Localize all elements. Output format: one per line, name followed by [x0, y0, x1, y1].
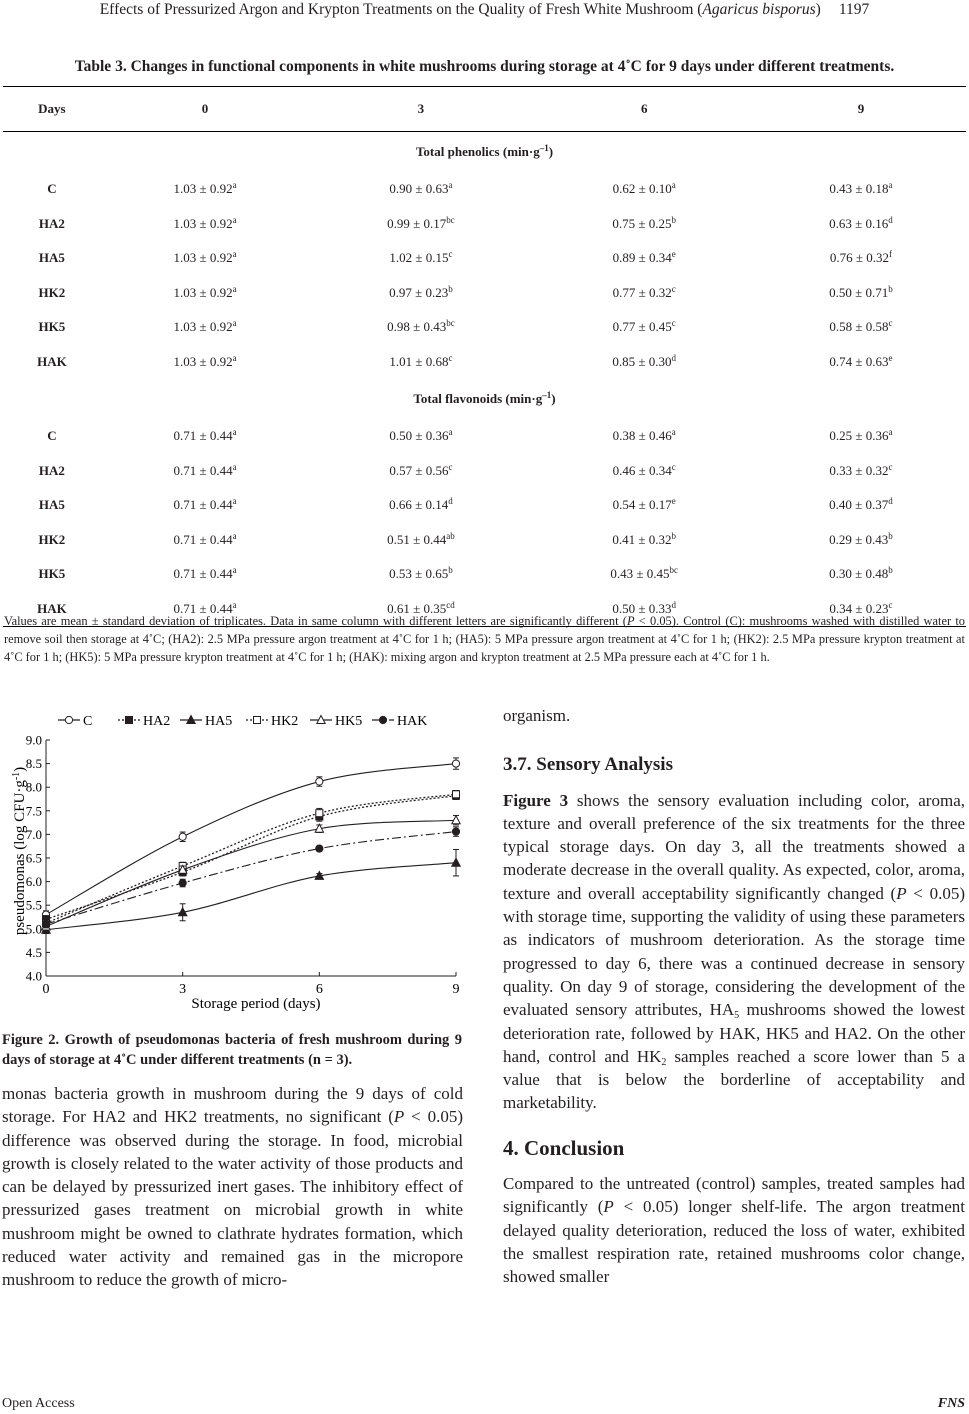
table-cell: 0.71 ± 0.44$^a$	[173, 565, 237, 582]
table-cell: 0.97 ± 0.23$^b$	[389, 283, 453, 300]
table-cell: 1.03 ± 0.92$^a$	[173, 352, 237, 369]
table-cell: 0.33 ± 0.32$^c$	[829, 461, 893, 478]
series-line	[46, 764, 456, 915]
x-tick-label: 3	[179, 982, 187, 997]
running-title: Effects of Pressurized Argon and Krypton Treatments on the Quality of Fresh White Mushroom (Agaricus bisporus)	[99, 1, 821, 18]
column-header: Days	[3, 87, 101, 132]
table-cell: 0.50 ± 0.33$^d$	[533, 592, 756, 627]
series-line	[46, 796, 456, 920]
results-table	[3, 86, 966, 627]
legend-marker	[379, 716, 386, 723]
series-hk5	[42, 816, 460, 931]
data-point	[452, 858, 460, 866]
x-tick-label: 6	[315, 982, 323, 997]
table-cell: 0.58 ± 0.58$^c$	[829, 318, 893, 335]
series-hak	[42, 827, 459, 928]
legend-label: HA2	[143, 714, 171, 729]
table-row	[3, 310, 966, 345]
table-cell: 0.71 ± 0.44$^a$	[173, 427, 237, 444]
column-header: 3	[309, 87, 532, 132]
data-point	[179, 879, 186, 886]
left-column-text	[2, 1082, 463, 1292]
table-cell: 0.66 ± 0.14$^d$	[389, 496, 453, 513]
y-tick-label: 9.0	[25, 732, 42, 748]
body-paragraph: monas bacteria growth in mushroom during the 9 days of cold storage. For HA2 and HK2 treatments, no significant (P < 0.05) difference was observed during the storage. In food, microbial growth is closely related to the water activity of those products and can be delayed by pressurized inert gases. The inhibitory effect of pressurized gases treatment on microbial growth in white mushroom might be owned to clathrate hydrates formation, which reduced water activity and remained gas in the micropore mushroom to reduce the growth of micro-	[2, 1084, 463, 1290]
y-tick-label: 4.0	[25, 968, 42, 984]
table-cell: 1.03 ± 0.92$^a$	[173, 214, 237, 231]
table-row	[3, 345, 966, 380]
row-label: HA2	[38, 215, 65, 231]
table-row	[3, 276, 966, 311]
table-cell: 0.77 ± 0.45$^c$	[612, 318, 676, 335]
table-cell: 0.90 ± 0.63$^a$	[389, 180, 453, 197]
legend-label: HAK	[397, 714, 428, 729]
table-cell: 0.51 ± 0.44$^{ab}$	[387, 530, 455, 547]
x-axis-label: Storage period (days)	[191, 996, 321, 1012]
data-point	[179, 833, 186, 840]
row-label: C	[47, 181, 57, 197]
y-axis-label: pseudomonas (log $CFU\cdot g^{-1}$)	[10, 766, 28, 936]
table-cell: 0.54 ± 0.17$^e$	[612, 496, 676, 513]
series-line	[46, 820, 456, 926]
section-title: Total flavonoids $(\min\cdot g^{-1})$	[413, 390, 556, 406]
data-point	[316, 810, 323, 817]
chart-legend	[58, 714, 427, 729]
column-header: 9	[756, 87, 966, 132]
table-cell: 0.50 ± 0.71$^b$	[829, 283, 893, 300]
body-paragraph: Compared to the untreated (control) samples, treated samples had significantly (P < 0.05) longer shelf-life. The argon treatment delayed quality deterioration, reduced the loss of water, exhibited the smallest respiration rate, retained mushrooms color change, showed smaller	[503, 1174, 965, 1287]
x-tick-label: 0	[42, 982, 50, 997]
table-row	[3, 557, 966, 592]
table-row	[3, 419, 966, 454]
page-number: 1197	[838, 1, 870, 18]
row-label: HK5	[38, 566, 66, 582]
table-cell: 0.43 ± 0.18$^a$	[829, 180, 893, 197]
figure-caption: Figure 2. Growth of pseudomonas bacteria of fresh mushroom during 9 days of storage at 4˚C under different treatments (n = 3).	[2, 1032, 462, 1068]
table-cell: 0.34 ± 0.23$^c$	[756, 592, 966, 627]
table-row	[3, 523, 966, 558]
table-cell: 0.46 ± 0.34$^c$	[612, 461, 676, 478]
table-cell: 1.01 ± 0.68$^c$	[389, 352, 453, 369]
legend-label: HK5	[335, 714, 363, 729]
table-cell: 0.89 ± 0.34$^e$	[612, 249, 676, 266]
table-cell: 0.61 ± 0.35$^{cd}$	[309, 592, 532, 627]
table-cell: 0.71 ± 0.44$^a$	[173, 461, 237, 478]
chart-axes	[26, 733, 460, 998]
table-cell: 0.43 ± 0.45$^{bc}$	[610, 565, 679, 582]
table-cell: 0.76 ± 0.32$^f$	[829, 249, 892, 266]
footer-journal: FNS	[937, 1396, 965, 1411]
row-label: HAK	[37, 353, 67, 369]
table-cell: 0.40 ± 0.37$^d$	[829, 496, 893, 513]
data-point	[42, 920, 49, 927]
row-label: HAK	[3, 592, 101, 627]
legend-entry-c	[58, 714, 92, 729]
table-caption: Table 3. Changes in functional components in white mushrooms during storage at 4˚C for 9 days under different treatments.	[74, 58, 895, 75]
table-row	[3, 172, 966, 207]
table-cell: 0.98 ± 0.43$^{bc}$	[387, 318, 455, 335]
table-row	[3, 454, 966, 489]
table-cell: 0.25 ± 0.36$^a$	[829, 427, 893, 444]
row-label: HA5	[38, 250, 65, 266]
table-cell: 0.71 ± 0.44$^a$	[101, 592, 309, 627]
table-row	[3, 488, 966, 523]
y-tick-label: 8.0	[25, 779, 42, 795]
series-hk2	[43, 791, 460, 927]
table-row	[3, 241, 966, 276]
row-label: HK2	[38, 284, 66, 300]
series-line	[46, 794, 456, 923]
table-cell: 0.75 ± 0.25$^b$	[612, 214, 677, 231]
table-row	[3, 207, 966, 242]
table-footnote: Values are mean ± standard deviation of triplicates. Data in same column with different letters are significantly different (P < 0.05). Control (C): mushrooms washed with distilled water to remove soil then storage at 4˚C; (HA2): 2.5 MPa pressure argon treatment at 4˚C for 1 h; (HA5): 5 MPa pressure argon treatment at 4˚C for 1 h; (HK2): 2.5 MPa pressure krypton treatment at 4˚C for 1 h; (HK5): 5 MPa pressure krypton treatment at 4˚C for 1 h; (HAK): mixing argon and krypton treatment at 2.5 MPa pressure each at 4˚C for 1 h.	[4, 614, 965, 664]
running-header	[0, 0, 969, 20]
series-ha2	[43, 792, 460, 923]
legend-entry-hk2	[246, 714, 298, 729]
series-line	[46, 863, 456, 930]
table-cell: 0.53 ± 0.65$^b$	[389, 565, 453, 582]
data-point	[316, 778, 323, 785]
data-point	[452, 816, 460, 824]
data-point	[452, 760, 459, 767]
table-header-row	[3, 87, 966, 132]
table-section-row	[3, 379, 966, 419]
legend-marker	[254, 717, 261, 724]
row-label: C	[47, 428, 57, 444]
section-title: Total phenolics $(\min\cdot g^{-1})$	[415, 143, 554, 159]
legend-entry-ha2	[118, 714, 170, 729]
table-cell: 1.03 ± 0.92$^a$	[173, 249, 237, 266]
table-cell: 0.74 ± 0.63$^e$	[829, 352, 893, 369]
y-tick-label: 6.0	[25, 874, 42, 890]
table-cell: 1.02 ± 0.15$^c$	[389, 249, 453, 266]
y-tick-label: 7.5	[25, 803, 42, 819]
table-cell: 1.03 ± 0.92$^a$	[173, 283, 237, 300]
body-paragraph: Figure 3 shows the sensory evaluation including color, aroma, texture and overall preference of the six treatments for the three typical storage days. On day 3, all the treatments showed a moderate decrease in the overall quality. As expected, color, aroma, texture and overall acceptability significantly changed (P < 0.05) with storage time, supporting the validity of using these parameters as indicators of mushroom deterioration. As the storage time progressed to day 6, there was a continued decrease in sensory quality. On day 9 of storage, considering the development of the evaluated sensory attributes, $HA_5$ mushrooms showed the lowest deterioration rate, followed by HAK, HK5 and HA2. On the other hand, control and $HK_2$ samples reached a score lower than 5 a value that is below the borderline of acceptability and marketability.	[503, 790, 965, 1113]
table-cell: 0.71 ± 0.44$^a$	[173, 496, 237, 513]
legend-entry-ha5	[180, 714, 232, 729]
legend-label: HA5	[205, 714, 233, 729]
table-cell: 0.41 ± 0.32$^b$	[612, 530, 677, 547]
y-tick-label: 8.5	[25, 756, 42, 772]
legend-marker	[65, 716, 72, 723]
table-cell: 0.38 ± 0.46$^a$	[612, 427, 676, 444]
pseudomonas-growth-chart	[0, 708, 466, 1018]
y-tick-label: 5.0	[25, 921, 42, 937]
legend-marker	[126, 717, 133, 724]
series-ha5	[42, 850, 460, 934]
column-header: 6	[533, 87, 756, 132]
legend-entry-hk5	[310, 714, 362, 729]
table-cell: 0.62 ± 0.10$^a$	[612, 180, 676, 197]
table-cell: 1.03 ± 0.92$^a$	[173, 180, 237, 197]
right-column-text	[503, 704, 965, 1289]
table-cell: 0.85 ± 0.30$^d$	[612, 352, 677, 369]
data-point	[453, 791, 460, 798]
table-section-row	[3, 132, 966, 173]
section-heading-conclusion: 4. Conclusion	[503, 1135, 625, 1160]
y-tick-label: 6.5	[25, 850, 42, 866]
table-cell: 1.03 ± 0.92$^a$	[173, 318, 237, 335]
body-paragraph: organism.	[503, 706, 571, 725]
y-tick-label: 5.5	[25, 897, 42, 913]
table-cell: 0.50 ± 0.36$^a$	[389, 427, 453, 444]
row-label: HA2	[38, 462, 65, 478]
table-cell: 0.57 ± 0.56$^c$	[389, 461, 453, 478]
row-label: HA5	[38, 497, 65, 513]
x-tick-label: 9	[452, 982, 460, 997]
row-label: HK2	[38, 531, 66, 547]
data-point	[316, 845, 323, 852]
table-cell: 0.30 ± 0.48$^b$	[829, 565, 893, 582]
legend-label: C	[83, 714, 93, 729]
legend-label: HK2	[271, 714, 299, 729]
table-cell: 0.77 ± 0.32$^c$	[612, 283, 676, 300]
table-cell: 0.99 ± 0.17$^{bc}$	[387, 214, 455, 231]
table-cell: 0.63 ± 0.16$^d$	[829, 214, 893, 231]
section-heading-sensory: 3.7. Sensory Analysis	[503, 754, 673, 776]
column-header: 0	[101, 87, 309, 132]
table-cell: 0.71 ± 0.44$^a$	[173, 530, 237, 547]
table-cell: 0.29 ± 0.43$^b$	[829, 530, 893, 547]
data-point	[452, 828, 459, 835]
row-label: HK5	[38, 319, 66, 335]
chart-plot-area	[42, 758, 460, 934]
y-tick-label: 7.0	[25, 826, 42, 842]
footer-open-access: Open Access	[2, 1396, 75, 1411]
y-tick-label: 4.5	[25, 944, 42, 960]
legend-entry-hak	[372, 714, 427, 729]
